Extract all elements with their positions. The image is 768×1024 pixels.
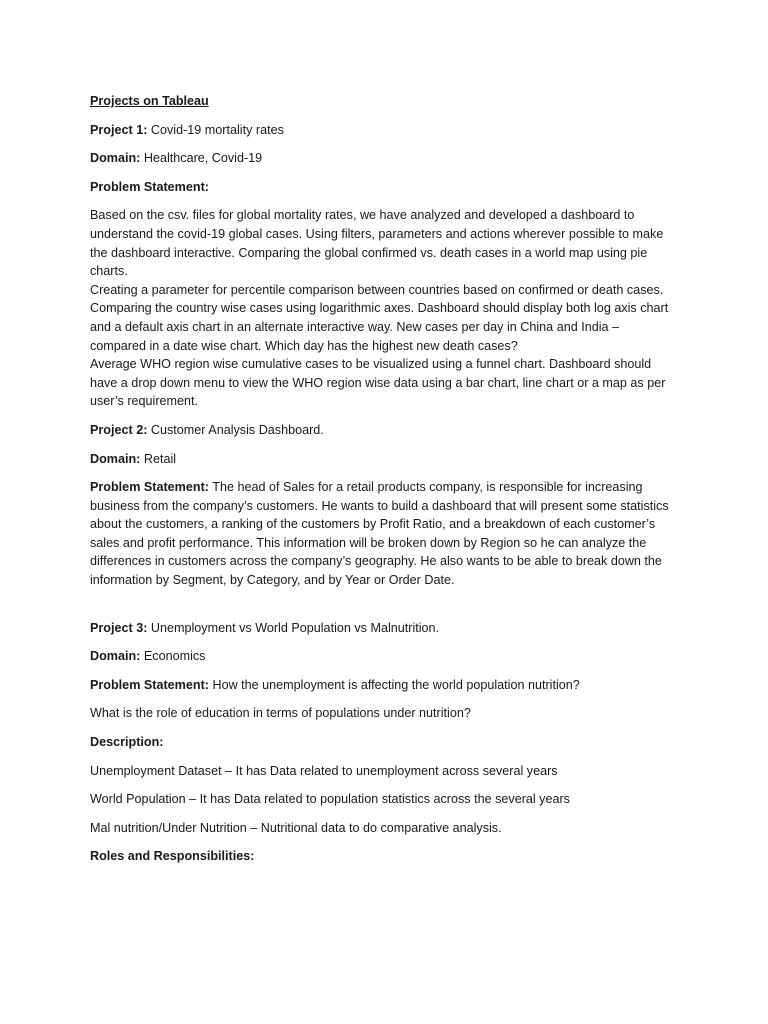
document-title: Projects on Tableau	[90, 94, 209, 108]
project-2-domain-value: Retail	[143, 451, 177, 466]
project-2-domain-label: Domain:	[90, 451, 141, 466]
spacer	[90, 600, 680, 619]
text-line: Based on the csv. files for global mortality rates, we have analyzed and developed a dashboard to	[90, 208, 635, 223]
project-3-domain-value: Economics	[143, 649, 206, 664]
project-3-problem	[90, 676, 680, 695]
problem-statement-label: Problem Statement:	[90, 677, 209, 692]
project-2-heading	[90, 421, 680, 440]
text-line: about the customers, a ranking of the customers by Profit Ratio, and a breakdown of each customer’s	[90, 517, 656, 532]
description-item: Unemployment Dataset – It has Data related to unemployment across several years	[90, 763, 558, 778]
description-item: Mal nutrition/Under Nutrition – Nutritional data to do comparative analysis.	[90, 820, 502, 835]
project-1-domain	[90, 149, 680, 168]
roles-label: Roles and Responsibilities:	[90, 849, 255, 864]
project-3-description-label	[90, 733, 680, 752]
project-2-problem-text	[90, 478, 680, 590]
text-line: understand the covid-19 global cases. Using filters, parameters and actions wherever possible to make	[90, 226, 664, 241]
problem-statement-label: Problem Statement:	[90, 480, 209, 495]
project-2-label: Project 2:	[90, 422, 148, 437]
project-3-domain	[90, 647, 680, 666]
document-body	[90, 92, 680, 876]
description-item: World Population – It has Data related to population statistics across the several years	[90, 792, 570, 807]
text-line: and a default axis chart in an alternate interactive way. New cases per day in China and India –	[90, 319, 620, 334]
project-3-heading	[90, 619, 680, 638]
project-1-label: Project 1:	[90, 122, 148, 137]
problem-statement-label: Problem Statement:	[90, 179, 209, 194]
text-line: information by Segment, by Category, and by Year or Order Date.	[90, 573, 455, 588]
text-line: business from the company’s customers. He wants to build a dashboard that will present some statistics	[90, 498, 669, 513]
project-2-name: Customer Analysis Dashboard.	[150, 422, 324, 437]
project-3-roles-label	[90, 847, 680, 866]
description-label: Description:	[90, 735, 164, 750]
text-line: Average WHO region wise cumulative cases to be visualized using a funnel chart. Dashboard should	[90, 357, 652, 372]
text-line: Creating a parameter for percentile comparison between countries based on confirmed or death cases.	[90, 282, 664, 297]
text-line: have a drop down menu to view the WHO region wise data using a bar chart, line chart or a map as per	[90, 375, 666, 390]
text-line: charts.	[90, 264, 128, 279]
text-line: The head of Sales for a retail products company, is responsible for increasing	[212, 480, 643, 495]
project-1-domain-value: Healthcare, Covid-19	[143, 151, 263, 166]
text-line: sales and profit performance. This information will be broken down by Region so he can analyze the	[90, 535, 647, 550]
text-line: compared in a date wise chart. Which day has the highest new death cases?	[90, 338, 518, 353]
project-3-domain-label: Domain:	[90, 649, 141, 664]
project-1-name: Covid-19 mortality rates	[150, 122, 284, 137]
text-line: the dashboard interactive. Comparing the global confirmed vs. death cases in a world map using pie	[90, 245, 648, 260]
project-1-problem-label	[90, 178, 680, 197]
project-1-heading	[90, 121, 680, 140]
project-3-question: What is the role of education in terms of populations under nutrition?	[90, 706, 471, 721]
project-1-domain-label: Domain:	[90, 151, 141, 166]
project-3-name: Unemployment vs World Population vs Malnutrition.	[150, 620, 440, 635]
project-1-problem-text	[90, 206, 680, 411]
project-2-domain	[90, 450, 680, 469]
project-3-label: Project 3:	[90, 620, 148, 635]
text-line: Comparing the country wise cases using logarithmic axes. Dashboard should display both log axis chart	[90, 301, 669, 316]
project-3-problem-text: How the unemployment is affecting the world population nutrition?	[212, 677, 580, 692]
text-line: differences in customers across the company’s geography. He also wants to be able to break down the	[90, 554, 662, 569]
text-line: user’s requirement.	[90, 394, 199, 409]
